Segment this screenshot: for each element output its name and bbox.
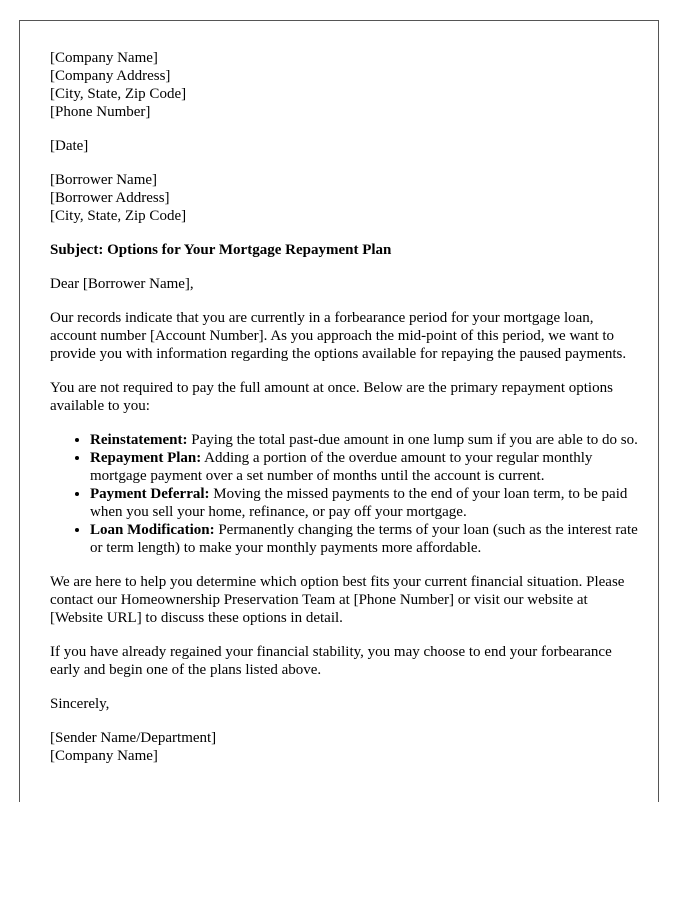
- option-term: Payment Deferral:: [90, 486, 210, 502]
- sender-company-name: [Company Name]: [50, 50, 158, 66]
- help-paragraph: We are here to help you determine which option best fits your current financial situation. Please contact our Homeownership Preservation Team at [Phone Number] or visit our website at [Website URL] to discuss these options in detail.: [50, 574, 625, 626]
- signature-company: [Company Name]: [50, 748, 158, 764]
- option-term: Reinstatement:: [90, 432, 188, 448]
- recipient-name: [Borrower Name]: [50, 172, 158, 188]
- early-end-paragraph: If you have already regained your financial stability, you may choose to end your forbearance early and begin one of the plans listed above.: [50, 644, 612, 678]
- repayment-options-list: [50, 431, 640, 557]
- recipient-city-state-zip: [City, State, Zip Code]: [50, 208, 187, 224]
- list-item: [90, 431, 640, 449]
- closing: Sincerely,: [50, 696, 110, 712]
- option-description: Permanently changing the terms of your loan (such as the interest rate or term length) to make your monthly payments more affordable.: [90, 522, 638, 556]
- option-term: Loan Modification:: [90, 522, 215, 538]
- letter-content: [50, 49, 640, 781]
- salutation: Dear [Borrower Name],: [50, 276, 194, 292]
- letter-page: [19, 20, 659, 802]
- list-item: [90, 485, 640, 521]
- list-item: [90, 521, 640, 557]
- option-description: Moving the missed payments to the end of your loan term, to be paid when you sell your home, refinance, or pay off your mortgage.: [90, 486, 628, 520]
- option-description: Paying the total past-due amount in one lump sum if you are able to do so.: [187, 432, 638, 448]
- option-term: Repayment Plan:: [90, 450, 202, 466]
- sender-city-state-zip: [City, State, Zip Code]: [50, 86, 187, 102]
- signature-block: [50, 729, 640, 765]
- list-item: [90, 449, 640, 485]
- recipient-address-block: [50, 171, 640, 225]
- sender-company-address: [Company Address]: [50, 68, 171, 84]
- recipient-address: [Borrower Address]: [50, 190, 170, 206]
- sender-phone: [Phone Number]: [50, 104, 151, 120]
- signature-sender: [Sender Name/Department]: [50, 730, 217, 746]
- date-block: [50, 137, 640, 155]
- sender-address-block: [50, 49, 640, 121]
- letter-date: [Date]: [50, 138, 89, 154]
- options-intro-paragraph: You are not required to pay the full amount at once. Below are the primary repayment options available to you:: [50, 380, 613, 414]
- option-description: Adding a portion of the overdue amount to your regular monthly mortgage payment over a set number of months until the account is current.: [90, 450, 593, 484]
- letter-subject: Subject: Options for Your Mortgage Repayment Plan: [50, 242, 392, 258]
- intro-paragraph: Our records indicate that you are currently in a forbearance period for your mortgage loan, account number [Account Number]. As you approach the mid-point of this period, we want to provide you with information regarding the options available for repaying the paused payments.: [50, 310, 627, 362]
